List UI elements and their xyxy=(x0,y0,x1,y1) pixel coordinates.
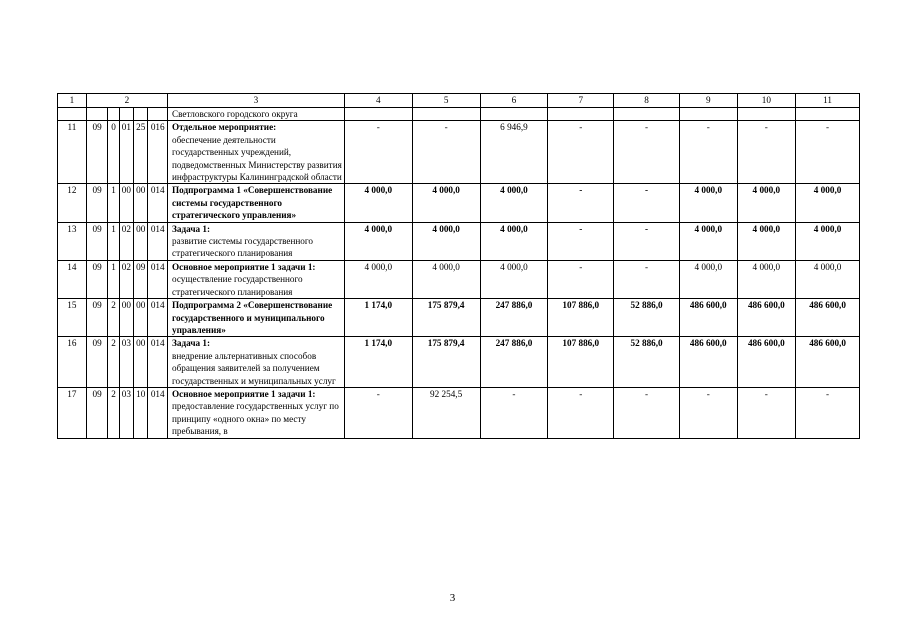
value-cell: 175 879,4 xyxy=(412,299,480,337)
code-cell: 09 xyxy=(86,222,108,260)
continuation-text: Светловского городского округа xyxy=(168,108,345,121)
code-cell: 09 xyxy=(86,260,108,298)
value-cell: 175 879,4 xyxy=(412,337,480,388)
description-title: Задача 1: xyxy=(172,223,211,234)
value-cell: - xyxy=(480,387,548,438)
value-cell: 4 000,0 xyxy=(679,222,737,260)
value-cell: - xyxy=(548,387,614,438)
code-cell: 09 xyxy=(86,121,108,184)
code-cell: 2 xyxy=(108,299,119,337)
code-cell: 09 xyxy=(134,260,148,298)
value-cell: - xyxy=(796,387,860,438)
row-number-cell: 11 xyxy=(58,121,87,184)
description-title: Подпрограмма 1 «Совершенствование системы государственного стратегического управления» xyxy=(172,185,333,221)
description-cell xyxy=(168,222,345,260)
value-cell: 4 000,0 xyxy=(737,184,796,222)
value-cell: - xyxy=(548,222,614,260)
value-cell: 4 000,0 xyxy=(480,260,548,298)
value-cell: 486 600,0 xyxy=(796,299,860,337)
value-cell: 486 600,0 xyxy=(737,299,796,337)
value-cell: 1 174,0 xyxy=(344,337,412,388)
description-text: внедрение альтернативных способов обращения заявителей за получением государственных и муниципальных услуг xyxy=(172,350,336,386)
value-cell: - xyxy=(614,260,680,298)
code-cell: 2 xyxy=(108,387,119,438)
description-text: развитие системы государственного стратегического планирования xyxy=(172,236,314,259)
description-cell xyxy=(168,184,345,222)
description-text: осуществление государственного стратегического планирования xyxy=(172,274,303,297)
code-cell: 01 xyxy=(119,121,133,184)
value-cell: 4 000,0 xyxy=(412,222,480,260)
value-cell: - xyxy=(614,222,680,260)
description-title: Основное мероприятие 1 задачи 1: xyxy=(172,388,316,399)
header-cell-6: 6 xyxy=(480,94,548,108)
value-cell: - xyxy=(796,121,860,184)
table-row xyxy=(58,260,860,298)
row-number-cell: 12 xyxy=(58,184,87,222)
value-cell: - xyxy=(548,121,614,184)
description-cell xyxy=(168,337,345,388)
code-cell: 1 xyxy=(108,184,119,222)
value-cell: 4 000,0 xyxy=(480,184,548,222)
header-cell-3: 3 xyxy=(168,94,345,108)
row-number-cell: 15 xyxy=(58,299,87,337)
code-cell: 0 xyxy=(108,121,119,184)
row-number-cell: 14 xyxy=(58,260,87,298)
code-cell: 014 xyxy=(148,184,168,222)
header-cell-8: 8 xyxy=(614,94,680,108)
code-cell: 00 xyxy=(119,299,133,337)
value-cell: 486 600,0 xyxy=(679,299,737,337)
code-cell: 10 xyxy=(134,387,148,438)
code-cell: 03 xyxy=(119,387,133,438)
header-cell-10: 10 xyxy=(737,94,796,108)
code-cell: 02 xyxy=(119,222,133,260)
code-cell: 1 xyxy=(108,222,119,260)
table-row xyxy=(58,387,860,438)
value-cell: 4 000,0 xyxy=(679,184,737,222)
code-cell: 014 xyxy=(148,299,168,337)
code-cell: 00 xyxy=(134,184,148,222)
value-cell: - xyxy=(679,387,737,438)
code-cell: 09 xyxy=(86,337,108,388)
value-cell: - xyxy=(548,184,614,222)
table-row xyxy=(58,184,860,222)
code-cell: 00 xyxy=(119,184,133,222)
value-cell: 4 000,0 xyxy=(737,222,796,260)
row-number-cell: 16 xyxy=(58,337,87,388)
code-cell: 2 xyxy=(108,337,119,388)
value-cell: - xyxy=(548,260,614,298)
header-cell-1: 1 xyxy=(58,94,87,108)
value-cell: 4 000,0 xyxy=(344,260,412,298)
value-cell: 247 886,0 xyxy=(480,299,548,337)
value-cell: 52 886,0 xyxy=(614,299,680,337)
value-cell: - xyxy=(737,121,796,184)
row-number-cell: 13 xyxy=(58,222,87,260)
value-cell: 4 000,0 xyxy=(412,184,480,222)
code-cell: 03 xyxy=(119,337,133,388)
value-cell: 1 174,0 xyxy=(344,299,412,337)
description-cell xyxy=(168,121,345,184)
value-cell: 4 000,0 xyxy=(412,260,480,298)
value-cell: 107 886,0 xyxy=(548,299,614,337)
value-cell: 247 886,0 xyxy=(480,337,548,388)
code-cell: 00 xyxy=(134,222,148,260)
description-cell xyxy=(168,299,345,337)
code-cell: 014 xyxy=(148,222,168,260)
value-cell: 4 000,0 xyxy=(796,222,860,260)
value-cell: - xyxy=(679,121,737,184)
value-cell: - xyxy=(614,184,680,222)
continuation-row xyxy=(58,108,860,121)
table-row xyxy=(58,121,860,184)
budget-table xyxy=(57,93,860,439)
page-number: 3 xyxy=(449,592,456,604)
row-number-cell: 17 xyxy=(58,387,87,438)
value-cell: 486 600,0 xyxy=(679,337,737,388)
code-cell: 00 xyxy=(134,337,148,388)
header-cell-11: 11 xyxy=(796,94,860,108)
value-cell: 4 000,0 xyxy=(344,222,412,260)
description-cell xyxy=(168,387,345,438)
description-title: Основное мероприятие 1 задачи 1: xyxy=(172,261,316,272)
value-cell: - xyxy=(412,121,480,184)
header-cell-2: 2 xyxy=(86,94,167,108)
table-row xyxy=(58,337,860,388)
value-cell: 52 886,0 xyxy=(614,337,680,388)
header-cell-4: 4 xyxy=(344,94,412,108)
value-cell: 4 000,0 xyxy=(737,260,796,298)
table-row xyxy=(58,222,860,260)
header-cell-9: 9 xyxy=(679,94,737,108)
code-cell: 02 xyxy=(119,260,133,298)
description-title: Отдельное мероприятие: xyxy=(172,122,277,133)
value-cell: - xyxy=(614,387,680,438)
value-cell: 4 000,0 xyxy=(679,260,737,298)
description-cell xyxy=(168,260,345,298)
code-cell: 014 xyxy=(148,387,168,438)
value-cell: 4 000,0 xyxy=(796,260,860,298)
code-cell: 00 xyxy=(134,299,148,337)
code-cell: 09 xyxy=(86,184,108,222)
code-cell: 09 xyxy=(86,387,108,438)
code-cell: 014 xyxy=(148,260,168,298)
value-cell: - xyxy=(344,121,412,184)
value-cell: 486 600,0 xyxy=(737,337,796,388)
value-cell: 4 000,0 xyxy=(344,184,412,222)
value-cell: 486 600,0 xyxy=(796,337,860,388)
description-text: предоставление государственных услуг по принципу «одного окна» по месту пребывания, в xyxy=(172,401,339,437)
value-cell: - xyxy=(614,121,680,184)
value-cell: 6 946,9 xyxy=(480,121,548,184)
code-cell: 09 xyxy=(86,299,108,337)
code-cell: 1 xyxy=(108,260,119,298)
header-cell-7: 7 xyxy=(548,94,614,108)
description-text: обеспечение деятельности государственных учреждений, подведомственных Министерству развития инфраструктуры Калининградской области xyxy=(172,134,342,183)
code-cell: 25 xyxy=(134,121,148,184)
description-title: Подпрограмма 2 «Совершенствование государственного и муниципального управления» xyxy=(172,300,333,335)
value-cell: - xyxy=(344,387,412,438)
header-cell-5: 5 xyxy=(412,94,480,108)
code-cell: 014 xyxy=(148,337,168,388)
value-cell: 4 000,0 xyxy=(480,222,548,260)
value-cell: 92 254,5 xyxy=(412,387,480,438)
description-title: Задача 1: xyxy=(172,338,211,349)
code-cell: 016 xyxy=(148,121,168,184)
value-cell: - xyxy=(737,387,796,438)
table-row xyxy=(58,299,860,337)
value-cell: 107 886,0 xyxy=(548,337,614,388)
value-cell: 4 000,0 xyxy=(796,184,860,222)
header-row xyxy=(58,94,860,108)
